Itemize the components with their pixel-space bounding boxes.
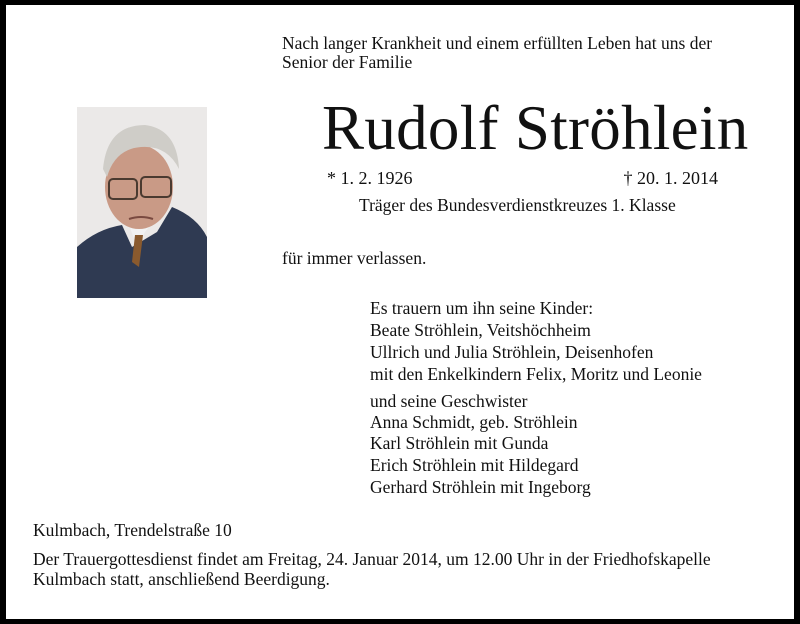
address: Kulmbach, Trendelstraße 10 xyxy=(33,520,232,540)
mourner-line: Anna Schmidt, geb. Ströhlein xyxy=(370,412,578,432)
portrait-image xyxy=(77,107,207,298)
outro-line: für immer verlassen. xyxy=(282,248,427,268)
death-date: † 20. 1. 2014 xyxy=(623,168,718,188)
mourner-line: Gerhard Ströhlein mit Ingeborg xyxy=(370,477,591,497)
mourner-line: und seine Geschwister xyxy=(370,391,528,411)
mourner-line: Es trauern um ihn seine Kinder: xyxy=(370,298,594,318)
mourner-line: Ullrich und Julia Ströhlein, Deisenhofen xyxy=(370,342,654,362)
mourner-line: Karl Ströhlein mit Gunda xyxy=(370,433,549,453)
obituary-notice xyxy=(6,5,794,619)
service-line-1: Der Trauergottesdienst findet am Freitag, 24. Januar 2014, um 12.00 Uhr in der Friedhofskapelle xyxy=(33,549,711,569)
deceased-name: Rudolf Ströhlein xyxy=(322,93,749,163)
mourner-line: mit den Enkelkindern Felix, Moritz und Leonie xyxy=(370,364,702,384)
intro-line-2: Senior der Familie xyxy=(282,52,413,72)
mourner-line: Beate Ströhlein, Veitshöchheim xyxy=(370,320,591,340)
service-line-2: Kulmbach statt, anschließend Beerdigung. xyxy=(33,569,330,589)
honor-line: Träger des Bundesverdienstkreuzes 1. Klasse xyxy=(359,195,676,215)
portrait-photo xyxy=(77,107,207,298)
mourner-line: Erich Ströhlein mit Hildegard xyxy=(370,455,579,475)
birth-date: * 1. 2. 1926 xyxy=(327,168,413,188)
intro-line-1: Nach langer Krankheit und einem erfüllten Leben hat uns der xyxy=(282,33,713,53)
